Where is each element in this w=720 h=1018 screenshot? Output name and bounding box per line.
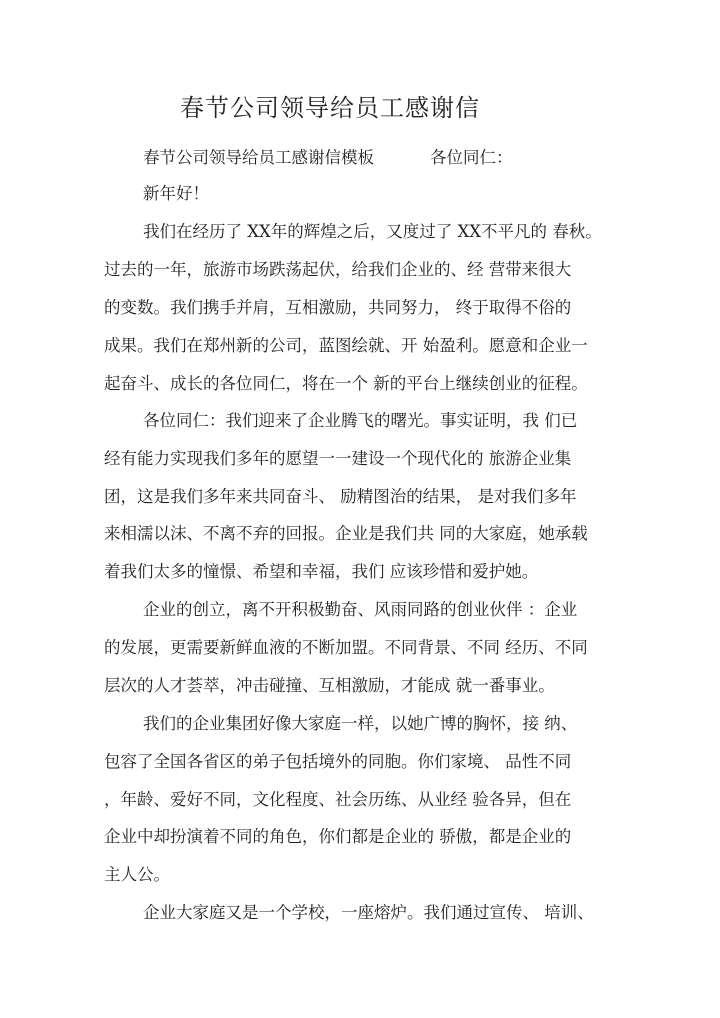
- paragraph-4-line-4: 企业中却扮演着不同的角色，你们都是企业的 骄傲，都是企业的: [104, 827, 572, 846]
- paragraph-2-line-2: 经有能力实现我们多年的愿望一一建设一个现代化的 旅游企业集: [104, 449, 572, 468]
- paragraph-1-line-3: 的变数。我们携手并肩，互相激励，共同努力， 终于取得不俗的: [104, 298, 572, 317]
- paragraph-3-line-2: 的发展，更需要新鲜血液的不断加盟。不同背景、不同 经历、不同: [104, 638, 588, 657]
- paragraph-3-line-3: 层次的人才荟萃，冲击碰撞、互相激励，才能成 就一番事业。: [104, 676, 555, 695]
- paragraph-4-line-1: 我们的企业集团好像大家庭一样，以她广博的胸怀，接 纳、: [143, 714, 578, 733]
- greeting-line: 新年好！: [143, 184, 209, 203]
- paragraph-4-line-3: ，年龄、爱好不同，文化程度、社会历练、从业经 验各异，但在: [104, 790, 572, 809]
- paragraph-2-line-1: 各位同仁：我们迎来了企业腾飞的曙光。事实证明，我 们已: [143, 411, 578, 430]
- paragraph-1-line-5: 起奋斗、成长的各位同仁，将在一个 新的平台上继续创业的征程。: [104, 374, 588, 393]
- subtitle-line: [143, 147, 513, 169]
- template-heading: 春节公司领导给员工感谢信模板: [143, 148, 374, 167]
- paragraph-4-line-5: 主人公。: [104, 865, 170, 884]
- page-title: 春节公司领导给员工感谢信: [180, 94, 480, 122]
- paragraph-1-line-4: 成果。我们在郑州新的公司，蓝图绘就、开 始盈利。愿意和企业一: [104, 336, 588, 355]
- paragraph-2-line-4: 来相濡以沫、不离不弃的回报。企业是我们共 同的大家庭，她承载: [104, 524, 588, 543]
- paragraph-4-line-2: 包容了全国各省区的弟子包括境外的同胞。你们家境、 品性不同: [104, 752, 572, 771]
- paragraph-2-line-5: 着我们太多的憧憬、希望和幸福，我们 应该珍惜和爱护她。: [104, 562, 539, 581]
- paragraph-3-line-1: 企业的创立，离不开积极勤奋、风雨同路的创业伙伴 ：企业: [143, 600, 578, 619]
- paragraph-2-line-3: 团，这是我们多年来共同奋斗、 励精图治的结果， 是对我们多年: [104, 487, 577, 506]
- paragraph-5-line-1: 企业大家庭又是一个学校，一座熔炉。我们通过宣传、 培训、: [143, 903, 594, 922]
- paragraph-1-line-2: 过去的一年，旅游市场跌荡起伏，给我们企业的、经 营带来很大: [104, 260, 572, 279]
- paragraph-1-line-1: 我们在经历了 XX年的辉煌之后，又度过了 XX不平凡的 春秋。: [143, 222, 602, 241]
- salutation: 各位同仁：: [430, 148, 513, 167]
